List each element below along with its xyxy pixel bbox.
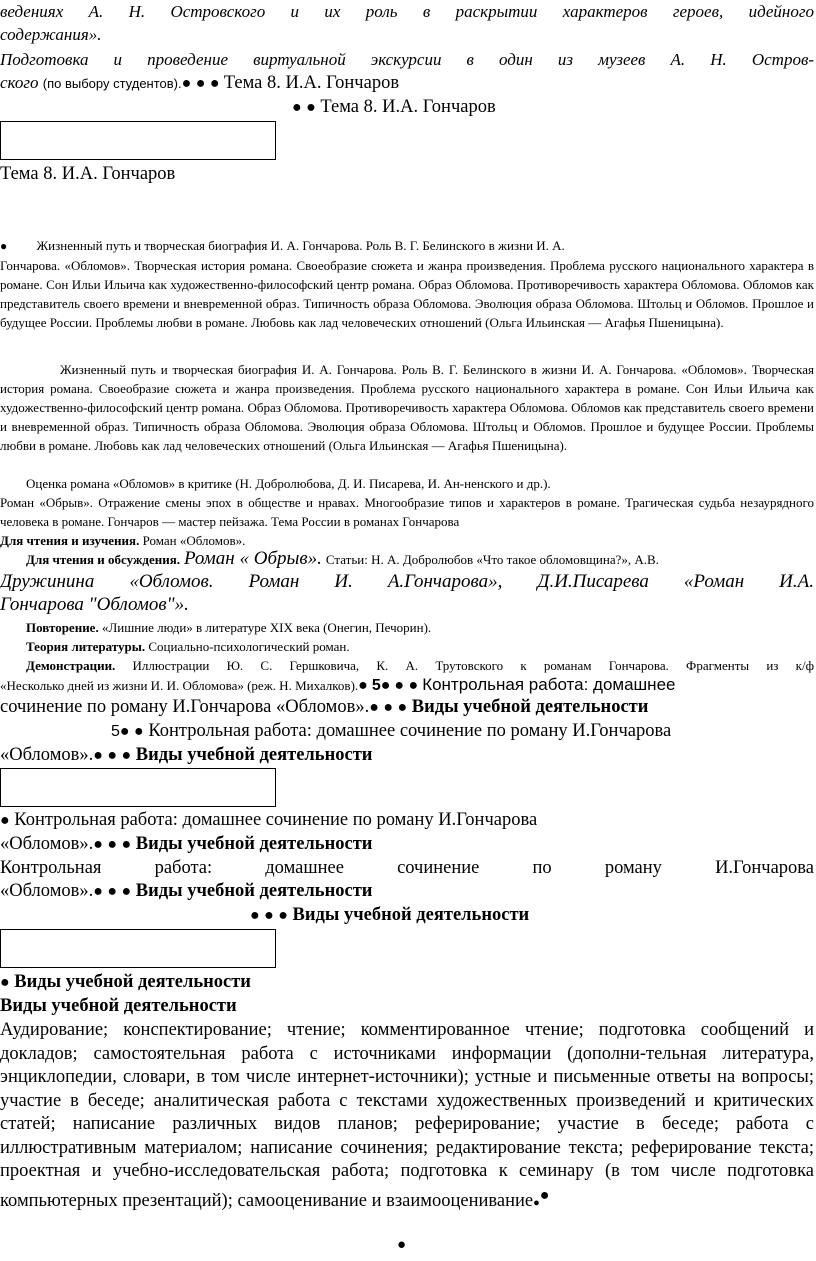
control-work-text-3: Контрольная работа: домашнее сочинение по роману И.Гончарова [14, 810, 538, 830]
bullet-icon: ● [0, 812, 10, 829]
topic-title-inline: Тема 8. И.А. Гончаров [223, 73, 400, 93]
bullet-icon: ● ● ● [93, 836, 132, 853]
control-work-quote: «Обломов». [0, 745, 94, 765]
excursion-tail: ского [0, 73, 39, 92]
bullet-icon: ● ● [292, 99, 316, 116]
control-work-quote-3: «Обломов». [0, 881, 94, 901]
activities-inline-5: Виды учебной деятельности [292, 905, 530, 925]
bullet-icon: ● ● ● [93, 883, 132, 900]
bullet-icon: ● [539, 1186, 550, 1204]
control-line-5 [0, 809, 814, 832]
bullet-icon: ● [0, 239, 8, 253]
bullet-icon: ● ● [394, 677, 419, 694]
bullet-icon: ● ● ● [93, 747, 132, 764]
control-work-quote-2: «Обломов». [0, 834, 94, 854]
cw-word-7: И.Гончарова [715, 858, 814, 878]
reading-line-3: Гончарова "Обломов"». [0, 594, 189, 615]
cw-word-1: Контрольная [0, 858, 102, 878]
reading-line-1 [26, 548, 814, 571]
theory-label: Теория литературы. [26, 639, 146, 654]
bullet-icon: ● ● ● [369, 699, 408, 716]
bullet-icon: ● [397, 1236, 407, 1253]
bullet-icon: ● ● [119, 723, 144, 740]
control-line-7 [0, 857, 814, 880]
activities-inline-3: Виды учебной деятельности [135, 834, 373, 854]
demo-text-1: Иллюстрации Ю. С. Гершковича, К. А. Трутовского к романам Гончарова. Фрагменты из к/ф [132, 658, 814, 673]
para2-body: Жизненный путь и творческая биография И. А. Гончарова. Роль В. Г. Белинского в жизни И. А. Гончарова. «Обломов». Творческая история романа. Своеобразие сюжета и жанра произведения. Проблема русского национального характера в романе. Сон Ильи Ильича как художественно-философский центр романа. Образ Обломова. Противоречивость характера Обломова. Обломов как представитель своего времени и вневременной образ. Типичность образа Обломова. Эволюция образа Обломова. Штольц и Обломов. Прошлое и будущее России. Проблемы любви в романе. Любовь как лад человеческих отношений (Ольга Ильинская — Агафья Пшеницына). [0, 362, 814, 453]
excursion-line-2 [0, 71, 814, 95]
reading-label: Для чтения и обсуждения. [26, 552, 180, 567]
bullet-icon: ● [358, 677, 368, 694]
intro-line-2: содержания». [0, 25, 102, 44]
bullet-icon: ● [380, 677, 391, 694]
activities-inline-2: Виды учебной деятельности [135, 745, 373, 765]
bullet-icon: ● ● ● [181, 75, 220, 92]
grade-five: 5 [371, 677, 381, 694]
control-line-8 [0, 880, 814, 903]
bullet-icon: ● [533, 1196, 540, 1209]
intro-line-1: ведениях А. Н. Островского и их роль в раскрытии характеров героев, идейного [0, 2, 814, 21]
activities-text: Аудирование; конспектирование; чтение; комментированное чтение; подготовка сообщений и докладов; самостоятельная работа с источниками информации (дополни-тельная литература, энциклопедии, словари, в том числе интернет-источники); устные и письменные ответы на вопросы; участие в беседе; аналитическая работа с текстами художественных произведений и критических статей; написание различных видов планов; реферирование; участие в беседе; работа с иллюстративным материалом; написание сочинения; редактирование текста; реферирование текста; проектная и учебно-исследовательская работа; подготовка к семинару (в том числе подготовка компьютерных презентаций); самооценивание и взаимооценивание [0, 1020, 814, 1211]
topic-heading: Тема 8. И.А. Гончаров [0, 164, 176, 184]
cw-word-2: работа: [154, 858, 213, 878]
control-work-text: Контрольная работа: домашнее [422, 675, 676, 694]
activities-line-centered [250, 904, 810, 927]
control-line-2 [0, 696, 814, 719]
activities-inline-4: Виды учебной деятельности [135, 881, 373, 901]
criticism-line: Оценка романа «Обломов» в критике (Н. Добролюбова, Д. И. Писарева, И. Ан-ненского и др.). [26, 476, 551, 491]
by-choice-note: (по выбору студентов). [42, 76, 182, 91]
control-line-4 [0, 744, 814, 767]
demo-line-2 [0, 672, 814, 699]
grade-five-2: 5 [111, 723, 120, 740]
theory-text: Социально-психологический роман. [148, 639, 350, 654]
study-text: Роман «Обломов». [142, 533, 246, 548]
bullet-icon: ● ● ● [250, 907, 288, 924]
cw-word-3: домашнее [265, 858, 344, 878]
trailing-bullet [397, 1236, 417, 1254]
review-line [26, 618, 814, 637]
activities-inline: Виды учебной деятельности [411, 697, 649, 717]
review-text: «Лишние люди» в литературе XIX века (Онегин, Печорин). [101, 620, 432, 635]
cw-word-6: роману [604, 858, 662, 878]
cw-word-4: сочинение [397, 858, 480, 878]
obryv-paragraph: Роман «Обрыв». Отражение смены эпох в обществе и нравах. Многообразие типов и характеров в романе. Трагическая судьба незаурядного человека в романе. Гончаров — мастер пейзажа. Тема России в романах Гончарова [0, 495, 814, 529]
topic-title-repeat-text: Тема 8. И.А. Гончаров [320, 97, 496, 117]
reading-novel: Роман « Обрыв». [183, 548, 322, 569]
cw-word-5: по [532, 858, 552, 878]
control-work-novel: сочинение по роману И.Гончарова «Обломов». [0, 697, 370, 717]
reading-line-2: Дружинина «Обломов. Роман И. А.Гончарова», Д.И.Писарева «Роман И.А. [0, 571, 814, 592]
theory-line [26, 637, 814, 656]
demo-label: Демонстрации. [26, 658, 116, 673]
activities-bullet-line [0, 971, 814, 994]
activities-heading-bullet: Виды учебной деятельности [14, 972, 251, 992]
control-line-3 [111, 720, 811, 743]
activities-heading: Виды учебной деятельности [0, 996, 237, 1016]
bullet-icon: ● [0, 974, 10, 991]
excursion-line-1: Подготовка и проведение виртуальной экскурсии в один из музеев А. Н. Остров- [0, 50, 814, 69]
activities-body [0, 1019, 814, 1215]
reading-articles: Статьи: Н. А. Добролюбов «Что такое обломовщина?», А.В. [325, 552, 659, 567]
demo-text-2: «Несколько дней из жизни И. И. Обломова» (реж. Н. Михалков). [0, 678, 359, 693]
para1-first-text: Жизненный путь и творческая биография И. А. Гончарова. Роль В. Г. Белинского в жизни И. А. [36, 238, 565, 253]
para1-body: Гончарова. «Обломов». Творческая история романа. Своеобразие сюжета и жанра произведения. Проблема русского национального характера в романе. Сон Ильи Ильича как художественно-философский центр романа. Образ Обломова. Противоречивость характера Обломова. Обломов как представитель своего времени и вневременной образ. Типичность образа Обломова. Эволюция образа Обломова. Штольц и Обломов. Прошлое и будущее России. Проблемы любви в романе. Любовь как лад человеческих отношений (Ольга Ильинская — Агафья Пшеницына). [0, 258, 814, 330]
empty-frame-3 [0, 929, 276, 968]
control-line-6 [0, 833, 814, 856]
para1-first-line [0, 236, 814, 256]
topic-title-repeat [292, 96, 812, 119]
study-label: Для чтения и изучения. [0, 533, 140, 548]
control-work-text-2: Контрольная работа: домашнее сочинение по роману И.Гончарова [148, 721, 672, 741]
review-label: Повторение. [26, 620, 99, 635]
empty-frame [0, 121, 276, 160]
empty-frame-2 [0, 768, 276, 807]
